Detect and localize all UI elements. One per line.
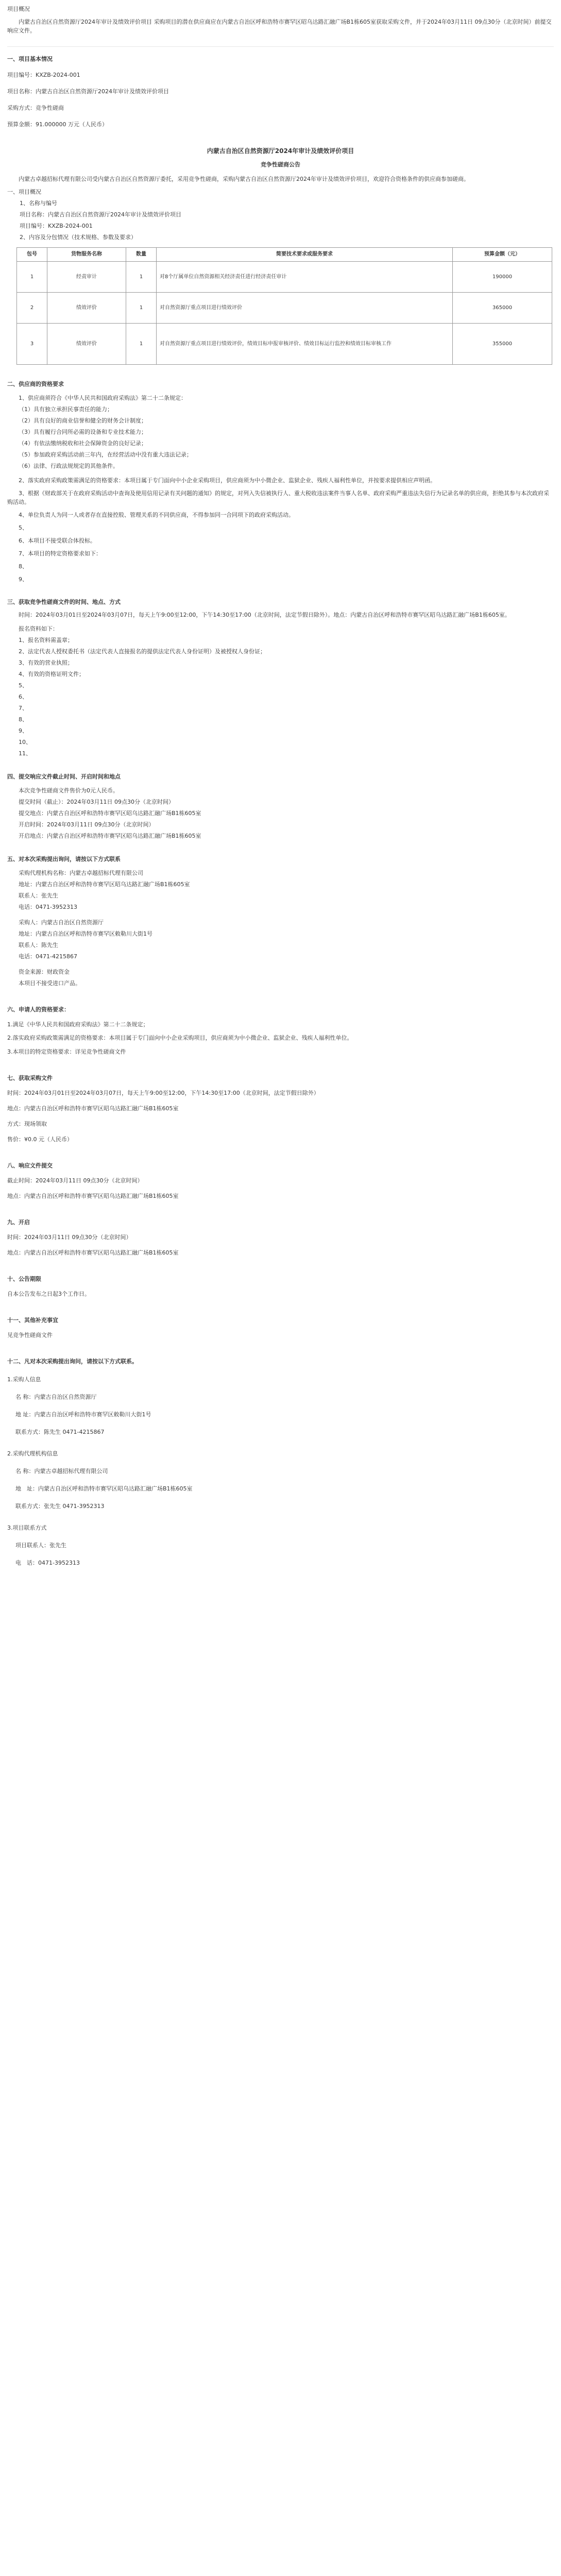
obtain-list-item: 2、法定代表人授权委托书（法定代表人直接报名的提供法定代表人身份证明）及被授权人身份证； bbox=[19, 648, 266, 655]
obtain-list-item: 9、 bbox=[19, 727, 28, 734]
supplier-para: 4、单位负责人为同一人或者存在直接控股、管理关系的不同供应商，不得参加同一合同项下的政府采购活动。 bbox=[19, 512, 294, 518]
open-title: 九、开启 bbox=[7, 1219, 30, 1226]
notice-item: 1、名称与编号 bbox=[20, 200, 57, 207]
obtain-list-item: 1、报名资料需盖章； bbox=[19, 637, 73, 643]
files-way: 方式：现场领取 bbox=[7, 1121, 47, 1127]
footer-agent-contact: 联系方式：张先生 0471-3952313 bbox=[15, 1503, 105, 1510]
basic-title: 一、项目基本情况 bbox=[7, 56, 53, 62]
open-time: 时间：2024年03月11日 09点30分（北京时间） bbox=[7, 1234, 132, 1241]
notice-item: 一、项目概况 bbox=[7, 189, 41, 195]
footer-project-phone: 电 话：0471-3952313 bbox=[15, 1560, 80, 1566]
contact-line: 采购代理机构名称：内蒙古卓越招标代理有限公司 bbox=[19, 870, 143, 876]
contact-line: 联系人：陈先生 bbox=[19, 942, 58, 948]
obtain-list-item: 3、有效的营业执照； bbox=[19, 659, 73, 666]
notice-subtitle: 竞争性磋商公告 bbox=[261, 161, 300, 168]
contact-line: 资金来源：财政资金 bbox=[19, 969, 70, 975]
footer-project-person: 项目联系人：张先生 bbox=[15, 1542, 66, 1549]
response-deadline: 截止时间：2024年03月11日 09点30分（北京时间） bbox=[7, 1177, 143, 1184]
table-row bbox=[17, 262, 552, 293]
obtain-list-item: 10、 bbox=[19, 739, 31, 745]
obtain-para: 时间：2024年03月01日至2024年03月07日，每天上午9:00至12:00，下午14:30至17:00（北京时间，法定节假日除外）。地点：内蒙古自治区呼和浩特市赛罕区昭乌达路汇融广场B1栋605室。 bbox=[19, 612, 511, 618]
supplier-para: 3、根据《财政部关于在政府采购活动中查询及使用信用记录有关问题的通知》的规定，对列入失信被执行人、重大税收违法案件当事人名单、政府采购严重违法失信行为记录名单的供应商，拒绝其参与本次政府采购活动。 bbox=[7, 490, 549, 505]
contact-line: 采购人：内蒙古自治区自然资源厅 bbox=[19, 919, 104, 926]
notice-item: 项目名称：内蒙古自治区自然资源厅2024年审计及绩效评价项目 bbox=[20, 211, 181, 218]
supplier-para: 8、 bbox=[19, 563, 28, 570]
table-cell: 1 bbox=[126, 324, 157, 365]
supplier-para: （3）具有履行合同所必需的设备和专业技术能力； bbox=[19, 429, 147, 435]
response-place: 地点：内蒙古自治区呼和浩特市赛罕区昭乌达路汇融广场B1栋605室 bbox=[7, 1193, 179, 1199]
requirements-table bbox=[16, 247, 552, 365]
second-para: 2.落实政府采购政策需满足的资格要求：本项目属于专门面向中小企业采购项目，供应商须为中小微企业、监狱企业、残疾人福利性单位。 bbox=[7, 1035, 353, 1041]
obtain-list-item: 4、有效的资格证明文件； bbox=[19, 671, 84, 677]
contact-line: 电话：0471-4215867 bbox=[19, 953, 77, 960]
overview-label: 项目概况 bbox=[7, 6, 30, 12]
basic-project-no: 项目编号：KXZB-2024-001 bbox=[7, 72, 80, 78]
obtain-list-item: 6、 bbox=[19, 693, 28, 700]
footer-agent-addr: 地 址：内蒙古自治区呼和浩特市赛罕区昭乌达路汇融广场B1栋605室 bbox=[15, 1485, 193, 1492]
table-header: 简要技术要求或服务要求 bbox=[157, 248, 453, 262]
supplier-para: （5）参加政府采购活动前三年内，在经营活动中没有重大违法记录； bbox=[19, 451, 192, 458]
table-header: 预算金额（元） bbox=[453, 248, 552, 262]
contact-line: 电话：0471-3952313 bbox=[19, 904, 77, 910]
footer-project-title: 3.项目联系方式 bbox=[7, 1524, 47, 1531]
supplier-para: 6、本项目不接受联合体投标。 bbox=[19, 537, 96, 544]
supplier-para: （2）具有良好的商业信誉和健全的财务会计制度； bbox=[19, 417, 147, 424]
other-text: 见竞争性磋商文件 bbox=[7, 1332, 53, 1338]
deadline-para: 本次竞争性磋商文件售价为0元人民币。 bbox=[19, 787, 118, 794]
notice-item: 项目编号：KXZB-2024-001 bbox=[20, 223, 93, 229]
second-para: 3.本项目的特定资格要求：详见竞争性磋商文件 bbox=[7, 1048, 126, 1055]
table-cell: 3 bbox=[17, 324, 47, 365]
contact-line: 本项目不接受进口产品。 bbox=[19, 980, 81, 987]
files-price: 售价：¥0.0 元（人民币） bbox=[7, 1136, 73, 1143]
period-title: 十、公告期限 bbox=[7, 1276, 41, 1282]
notice-title: 内蒙古自治区自然资源厅2024年审计及绩效评价项目 bbox=[207, 147, 354, 155]
deadline-title: 四、提交响应文件截止时间、开启时间和地点 bbox=[7, 773, 121, 780]
table-cell: 经责审计 bbox=[47, 262, 126, 293]
footer-buyer-addr: 地 址：内蒙古自治区呼和浩特市赛罕区敕勒川大街1号 bbox=[15, 1411, 151, 1418]
table-row bbox=[17, 324, 552, 365]
table-cell: 1 bbox=[126, 293, 157, 324]
files-place: 地点：内蒙古自治区呼和浩特市赛罕区昭乌达路汇融广场B1栋605室 bbox=[7, 1105, 179, 1112]
footer-buyer-contact: 联系方式：陈先生 0471-4215867 bbox=[15, 1429, 105, 1435]
basic-method: 采购方式：竞争性磋商 bbox=[7, 105, 64, 111]
table-header: 货物服务名称 bbox=[47, 248, 126, 262]
response-title: 八、响应文件提交 bbox=[7, 1162, 53, 1169]
files-title: 七、获取采购文件 bbox=[7, 1075, 53, 1081]
period-text: 自本公告发布之日起3个工作日。 bbox=[7, 1291, 90, 1297]
obtain-list-item: 11、 bbox=[19, 750, 31, 757]
footer-agent-name: 名 称：内蒙古卓越招标代理有限公司 bbox=[15, 1468, 108, 1475]
other-title: 十一、其他补充事宜 bbox=[7, 1317, 58, 1324]
table-cell: 1 bbox=[126, 262, 157, 293]
footer-buyer-title: 1.采购人信息 bbox=[7, 1376, 41, 1383]
footer-buyer-name: 名 称：内蒙古自治区自然资源厅 bbox=[15, 1394, 97, 1400]
notice-item: 2、内容及分包情况（技术规格、参数及要求） bbox=[20, 234, 137, 241]
table-cell: 绩效评价 bbox=[47, 293, 126, 324]
deadline-para: 提交地点：内蒙古自治区呼和浩特市赛罕区昭乌达路汇融广场B1栋605室 bbox=[19, 810, 201, 817]
footer-agent-title: 2.采购代理机构信息 bbox=[7, 1450, 58, 1457]
overview-text: 内蒙古自治区自然资源厅2024年审计及绩效评价项目 采购项目的潜在供应商应在内蒙古自治区呼和浩特市赛罕区昭乌达路汇融广场B1栋605室获取采购文件，并于2024年03月11日 09点30分（北京时间）前提交响应文件。 bbox=[7, 19, 552, 34]
supplier-para: （1）具有独立承担民事责任的能力； bbox=[19, 406, 113, 413]
table-cell: 对8个厅属单位自然资源相关经济责任进行经济责任审计 bbox=[157, 262, 453, 293]
obtain-list-item: 7、 bbox=[19, 705, 28, 711]
second-para: 1.满足《中华人民共和国政府采购法》第二十二条规定； bbox=[7, 1021, 149, 1028]
supplier-para: 9、 bbox=[19, 576, 28, 583]
table-cell: 1 bbox=[17, 262, 47, 293]
open-place: 地点：内蒙古自治区呼和浩特市赛罕区昭乌达路汇融广场B1栋605室 bbox=[7, 1249, 179, 1256]
obtain-title: 三、获取竞争性磋商文件的时间、地点、方式 bbox=[7, 599, 121, 605]
basic-budget: 预算金额：91.000000 万元（人民币） bbox=[7, 121, 108, 128]
supplier-para: 1、供应商须符合《中华人民共和国政府采购法》第二十二条规定： bbox=[19, 395, 186, 401]
table-cell: 355000 bbox=[453, 324, 552, 365]
table-cell: 2 bbox=[17, 293, 47, 324]
obtain-list-item: 8、 bbox=[19, 716, 28, 723]
supplier-para: （6）法律、行政法规规定的其他条件。 bbox=[19, 463, 118, 469]
deadline-para: 开启时间：2024年03月11日 09点30分（北京时间） bbox=[19, 821, 155, 828]
table-cell: 190000 bbox=[453, 262, 552, 293]
obtain-para: 报名资料如下： bbox=[19, 625, 58, 632]
obtain-list-item: 5、 bbox=[19, 682, 28, 689]
supplier-para: （4）有依法缴纳税收和社会保障资金的良好记录； bbox=[19, 440, 147, 447]
contact-line: 联系人：张先生 bbox=[19, 892, 58, 899]
deadline-para: 开启地点：内蒙古自治区呼和浩特市赛罕区昭乌达路汇融广场B1栋605室 bbox=[19, 833, 201, 839]
table-cell: 绩效评价 bbox=[47, 324, 126, 365]
supplier-para: 7、本项目的特定资格要求如下： bbox=[19, 550, 101, 557]
supplier-para: 5、 bbox=[19, 524, 28, 531]
table-header: 包号 bbox=[17, 248, 47, 262]
files-time: 时间：2024年03月01日至2024年03月07日，每天上午9:00至12:00，下午14:30至17:00（北京时间，法定节假日除外） bbox=[7, 1090, 319, 1096]
table-row bbox=[17, 293, 552, 324]
notice-intro: 内蒙古卓越招标代理有限公司受内蒙古自治区自然资源厅委托，采用竞争性磋商，采购内蒙古自治区自然资源厅2024年审计及绩效评价项目，欢迎符合资格条件的供应商参加磋商。 bbox=[19, 176, 469, 182]
table-header-row bbox=[17, 248, 552, 262]
basic-project-name: 项目名称：内蒙古自治区自然资源厅2024年审计及绩效评价项目 bbox=[7, 88, 169, 95]
footer-title: 十二、凡对本次采购提出询问，请按以下方式联系。 bbox=[7, 1358, 138, 1365]
table-cell: 365000 bbox=[453, 293, 552, 324]
contact-line: 地址：内蒙古自治区呼和浩特市赛罕区昭乌达路汇融广场B1栋605室 bbox=[19, 881, 190, 888]
table-cell: 对自然资源厅重点项目进行绩效评价，绩效目标申报审核评价、绩效目标运行监控和绩效目标审核工作 bbox=[157, 324, 453, 365]
table-header: 数量 bbox=[126, 248, 157, 262]
second-title: 六、申请人的资格要求： bbox=[7, 1006, 70, 1013]
supplier-title: 二、供应商的资格要求 bbox=[7, 381, 64, 387]
supplier-para: 2、落实政府采购政策需满足的资格要求：本项目属于专门面向中小企业采购项目，供应商须为中小微企业、监狱企业、残疾人福利性单位，并按要求提供相应声明函。 bbox=[19, 477, 436, 484]
contact-line: 地址：内蒙古自治区呼和浩特市赛罕区敕勒川大街1号 bbox=[19, 930, 152, 937]
deadline-para: 提交时间（截止）：2024年03月11日 09点30分（北京时间） bbox=[19, 799, 174, 805]
contact-title: 五、对本次采购提出询问，请按以下方式联系 bbox=[7, 856, 121, 862]
table-cell: 对自然资源厅重点项目进行绩效评价 bbox=[157, 293, 453, 324]
